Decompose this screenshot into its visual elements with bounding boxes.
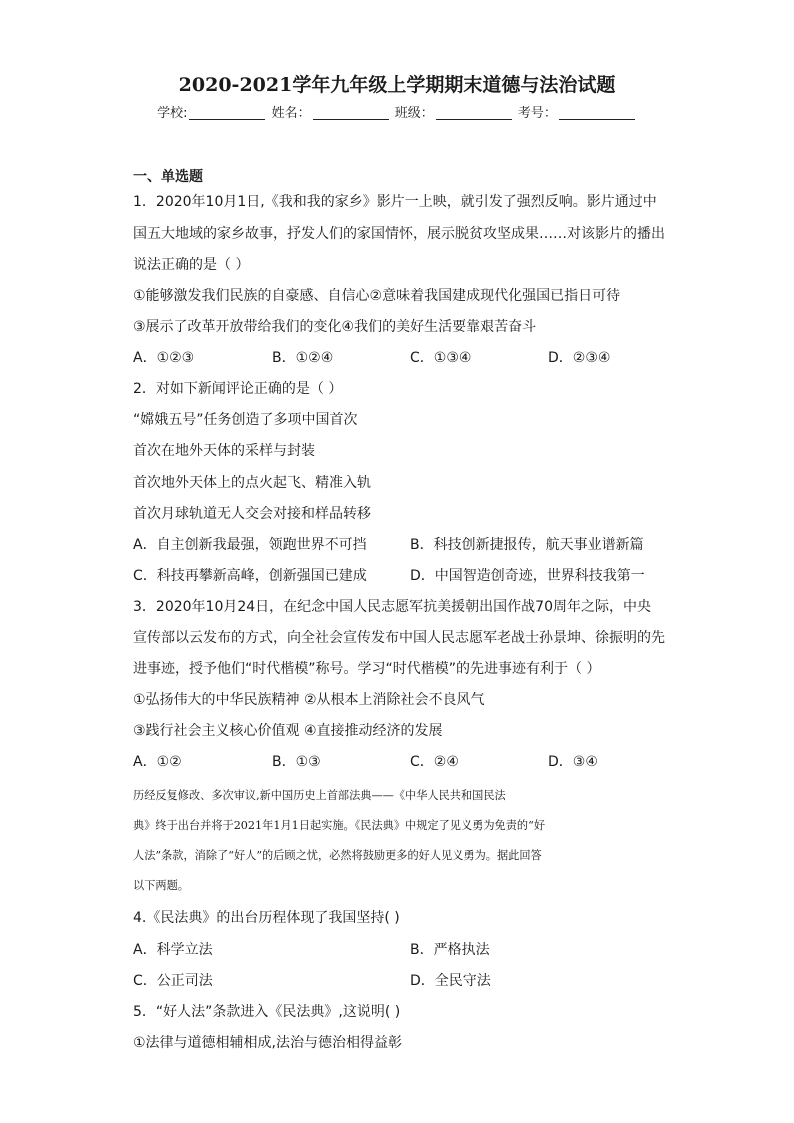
q1-line: 说法正确的是（ ）: [133, 257, 250, 273]
q4-option-c[interactable]: C．公正司法: [133, 973, 213, 989]
passage-line: 人法”条款，消除了“好人”的后顾之忧，必然将鼓励更多的好人见义勇为。据此回答: [133, 849, 542, 862]
q3-line: 进事迹，授予他们“时代楷模”称号。学习“时代楷模”的先进事迹有利于（ ）: [133, 661, 601, 677]
q2-line: 首次地外天体上的点火起飞、精准入轨: [133, 475, 371, 491]
q1-line: ①能够激发我们民族的自豪感、自信心②意味着我国建成现代化强国已指日可待: [133, 288, 621, 304]
q3-line: ①弘扬伟大的中华民族精神 ②从根本上消除社会不良风气: [133, 692, 485, 708]
q3-line: 宣传部以云发布的方式，向全社会宣传发布中国人民志愿军老战士孙景坤、徐振明的先: [133, 630, 665, 646]
page-title: 2020-2021学年九年级上学期期末道德与法治试题: [178, 74, 616, 96]
q5-choice: ①法律与道德相辅相成,法治与德治相得益彰: [133, 1035, 402, 1051]
passage-line: 历经反复修改、多次审议,新中国历史上首部法典——《中华人民共和国民法: [133, 789, 506, 802]
section-title: 一、单选题: [133, 169, 203, 185]
q3-option-c[interactable]: C．②④: [410, 754, 459, 770]
exam-no-blank[interactable]: [559, 105, 635, 120]
name-blank[interactable]: [313, 105, 389, 120]
q1-option-c[interactable]: C．①③④: [410, 350, 472, 366]
q2-option-a[interactable]: A．自主创新我最强，领跑世界不可挡: [133, 537, 367, 553]
q3-line: 3．2020年10月24日，在纪念中国人民志愿军抗美援朝出国作战70周年之际，中央: [133, 599, 651, 615]
q2-line: 2．对如下新闻评论正确的是（ ）: [133, 381, 343, 397]
q3-option-d[interactable]: D．③④: [548, 754, 598, 770]
exam-no-label: 考号：: [517, 106, 557, 121]
q4-stem: 4.《民法典》的出台历程体现了我国坚持( ): [133, 910, 400, 926]
q2-option-c[interactable]: C．科技再攀新高峰，创新强国已建成: [133, 568, 367, 584]
q1-option-d[interactable]: D．②③④: [548, 350, 611, 366]
q3-option-b[interactable]: B．①③: [272, 754, 321, 770]
q2-option-d[interactable]: D．中国智造创奇迹，世界科技我第一: [410, 568, 645, 584]
q2-line: “嫦娥五号”任务创造了多项中国首次: [133, 412, 358, 428]
q1-option-a[interactable]: A．①②③: [133, 350, 195, 366]
q5-stem: 5．“好人法”条款进入《民法典》,这说明( ): [133, 1004, 401, 1020]
name-label: 姓名：: [271, 106, 311, 121]
q1-option-b[interactable]: B．①②④: [272, 350, 334, 366]
q2-line: 首次在地外天体的采样与封装: [133, 443, 315, 459]
q2-option-b[interactable]: B．科技创新捷报传，航天事业谱新篇: [410, 537, 644, 553]
q4-option-b[interactable]: B．严格执法: [410, 942, 490, 958]
q1-line: ③展示了改革开放带给我们的变化④我们的美好生活要靠艰苦奋斗: [133, 319, 537, 335]
q3-option-a[interactable]: A．①②: [133, 754, 182, 770]
passage-line: 以下两题。: [133, 879, 189, 892]
q4-option-a[interactable]: A．科学立法: [133, 942, 213, 958]
q1-line: 国五大地域的家乡故事，抒发人们的家国情怀，展示脱贫攻坚成果……对该影片的播出: [133, 226, 665, 242]
student-info-row: [0, 102, 794, 121]
class-blank[interactable]: [436, 105, 512, 120]
q2-line: 首次月球轨道无人交会对接和样品转移: [133, 506, 371, 522]
q1-line: 1．2020年10月1日,《我和我的家乡》影片一上映，就引发了强烈反响。影片通过中: [133, 194, 657, 210]
q3-line: ③践行社会主义核心价值观 ④直接推动经济的发展: [133, 723, 443, 739]
school-blank[interactable]: [189, 105, 265, 120]
school-label: 学校:: [157, 106, 188, 121]
passage-line: 典》终于出台并将于2021年1月1日起实施。《民法典》中规定了见义勇为免责的“好: [133, 819, 546, 832]
class-label: 班级：: [394, 106, 434, 121]
q4-option-d[interactable]: D．全民守法: [410, 973, 491, 989]
